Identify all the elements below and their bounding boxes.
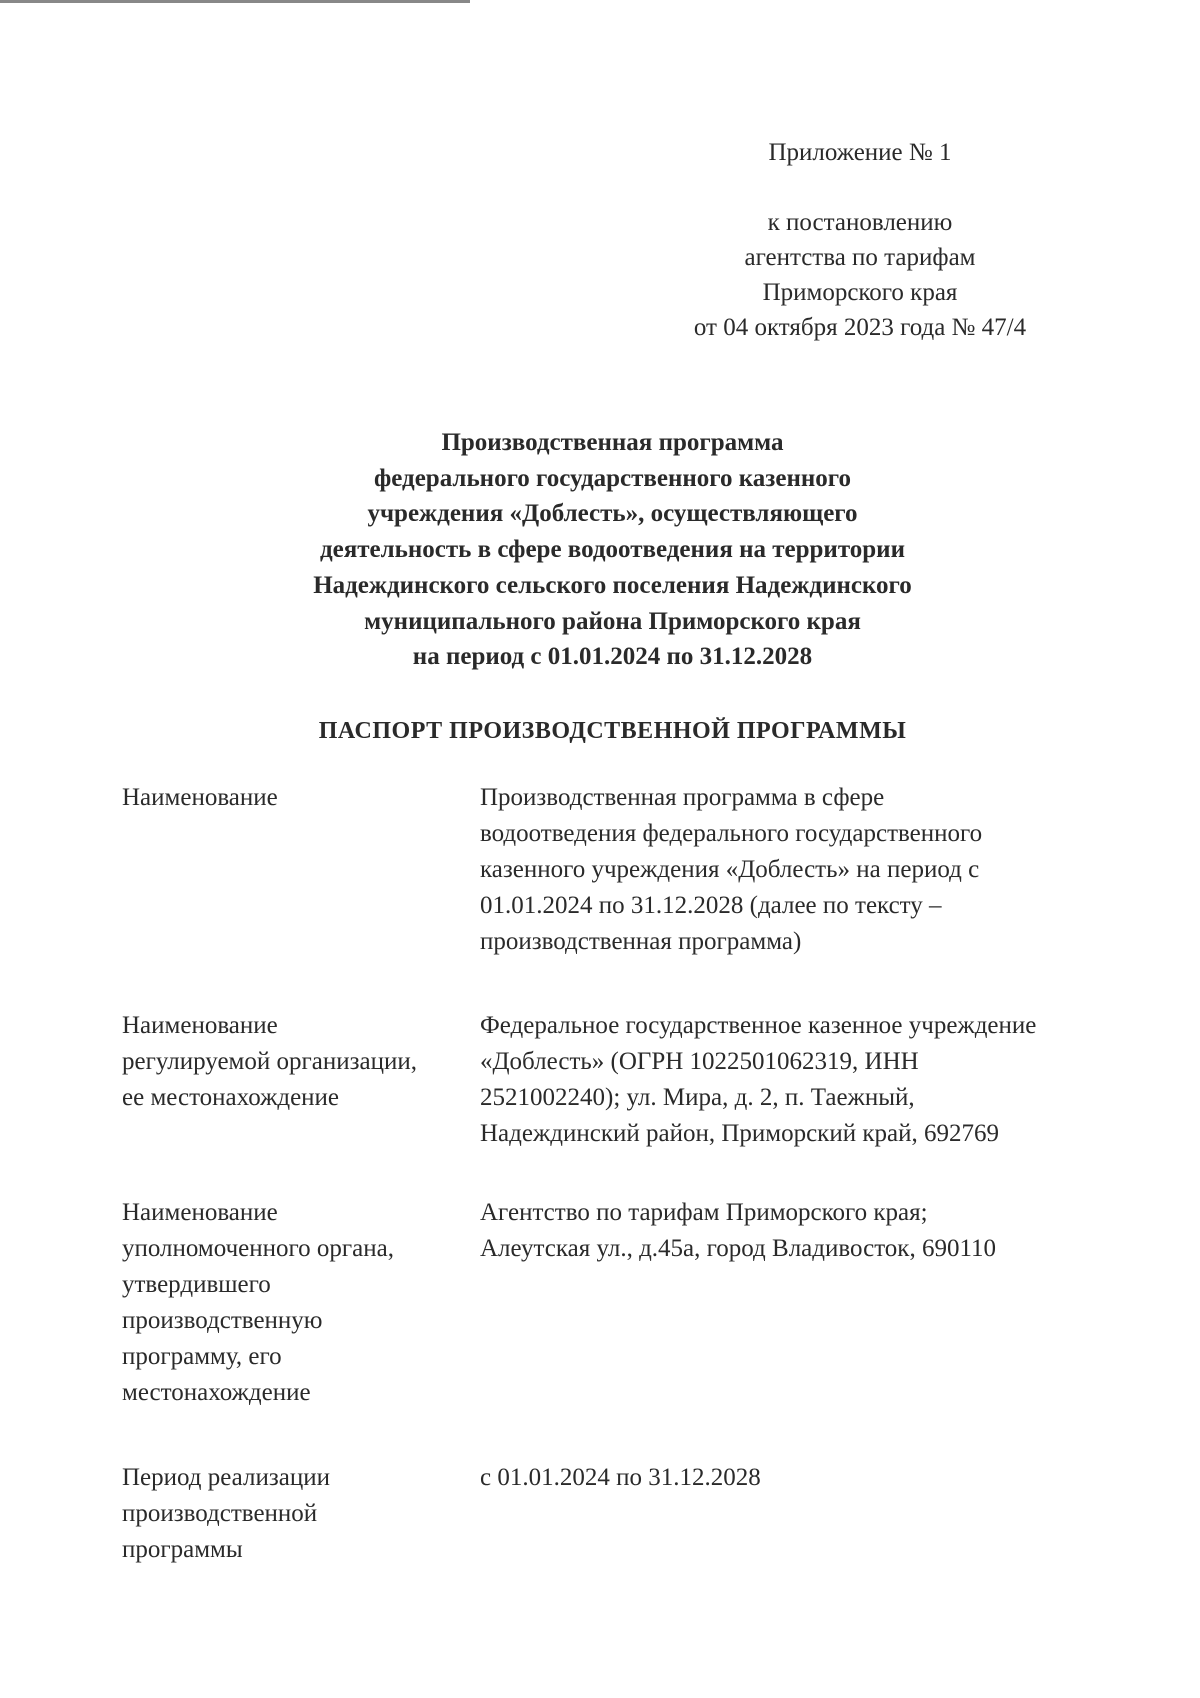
label-line: Период реализации: [122, 1464, 330, 1491]
annex-line: к постановлению: [767, 209, 953, 236]
row-value: [480, 1008, 1130, 1152]
value-line: Производственная программа в сфере: [480, 784, 885, 811]
value-line: Агентство по тарифам Приморского края;: [480, 1199, 928, 1226]
row-value: [480, 780, 1130, 960]
label-line: Наименование: [122, 1012, 278, 1039]
label-line: производственной: [122, 1500, 318, 1527]
label-line: программу, его: [122, 1343, 282, 1370]
value-line: «Доблесть» (ОГРН 1022501062319, ИНН: [480, 1048, 919, 1075]
label-line: ее местонахождение: [122, 1084, 340, 1111]
value-line: водоотведения федерального государственного: [480, 820, 983, 847]
annex-line: агентства по тарифам: [744, 244, 976, 271]
annex-line: Приморского края: [762, 279, 958, 306]
annex-title: Приложение № 1: [768, 139, 952, 166]
label-line: Наименование: [122, 784, 278, 811]
program-title-line: муниципального района Приморского края: [364, 607, 861, 635]
label-line: местонахождение: [122, 1379, 311, 1406]
row-label: [122, 780, 462, 816]
row-label: [122, 1008, 462, 1116]
program-title-line: учреждения «Доблесть», осуществляющего: [367, 500, 858, 528]
label-line: программы: [122, 1536, 243, 1563]
program-title-line: Производственная программа: [441, 429, 784, 456]
row-label: [122, 1195, 462, 1411]
value-line: Алеутская ул., д.45а, город Владивосток, 690110: [480, 1235, 997, 1262]
label-line: уполномоченного органа,: [122, 1235, 394, 1262]
value-line: производственная программа): [480, 928, 802, 955]
label-line: утвердившего: [122, 1271, 271, 1298]
annex-line: от 04 октября 2023 года № 47/4: [693, 314, 1027, 341]
program-title-line: Надеждинского сельского поселения Надеждинского: [313, 571, 912, 599]
program-title-line: федерального государственного казенного: [373, 464, 851, 492]
value-line: Федеральное государственное казенное учреждение: [480, 1012, 1037, 1039]
label-line: регулируемой организации,: [122, 1048, 417, 1075]
scan-edge-line: [0, 0, 470, 3]
value-line: 2521002240); ул. Мира, д. 2, п. Таежный,: [480, 1084, 915, 1111]
row-value: [480, 1460, 1130, 1496]
value-line: казенного учреждения «Доблесть» на период с: [480, 856, 980, 883]
passport-heading: ПАСПОРТ ПРОИЗВОДСТВЕННОЙ ПРОГРАММЫ: [318, 718, 907, 744]
program-title-line: на период с 01.01.2024 по 31.12.2028: [412, 643, 813, 671]
value-line: с 01.01.2024 по 31.12.2028: [480, 1464, 761, 1491]
program-title-line: деятельность в сфере водоотведения на территории: [319, 536, 905, 564]
annex-reference: [600, 205, 1120, 345]
value-line: Надеждинский район, Приморский край, 692769: [480, 1120, 999, 1147]
program-title: [150, 425, 1075, 675]
label-line: Наименование: [122, 1199, 278, 1226]
label-line: производственную: [122, 1307, 323, 1334]
row-label: [122, 1460, 462, 1568]
value-line: 01.01.2024 по 31.12.2028 (далее по тексту –: [480, 892, 942, 919]
row-value: [480, 1195, 1130, 1267]
